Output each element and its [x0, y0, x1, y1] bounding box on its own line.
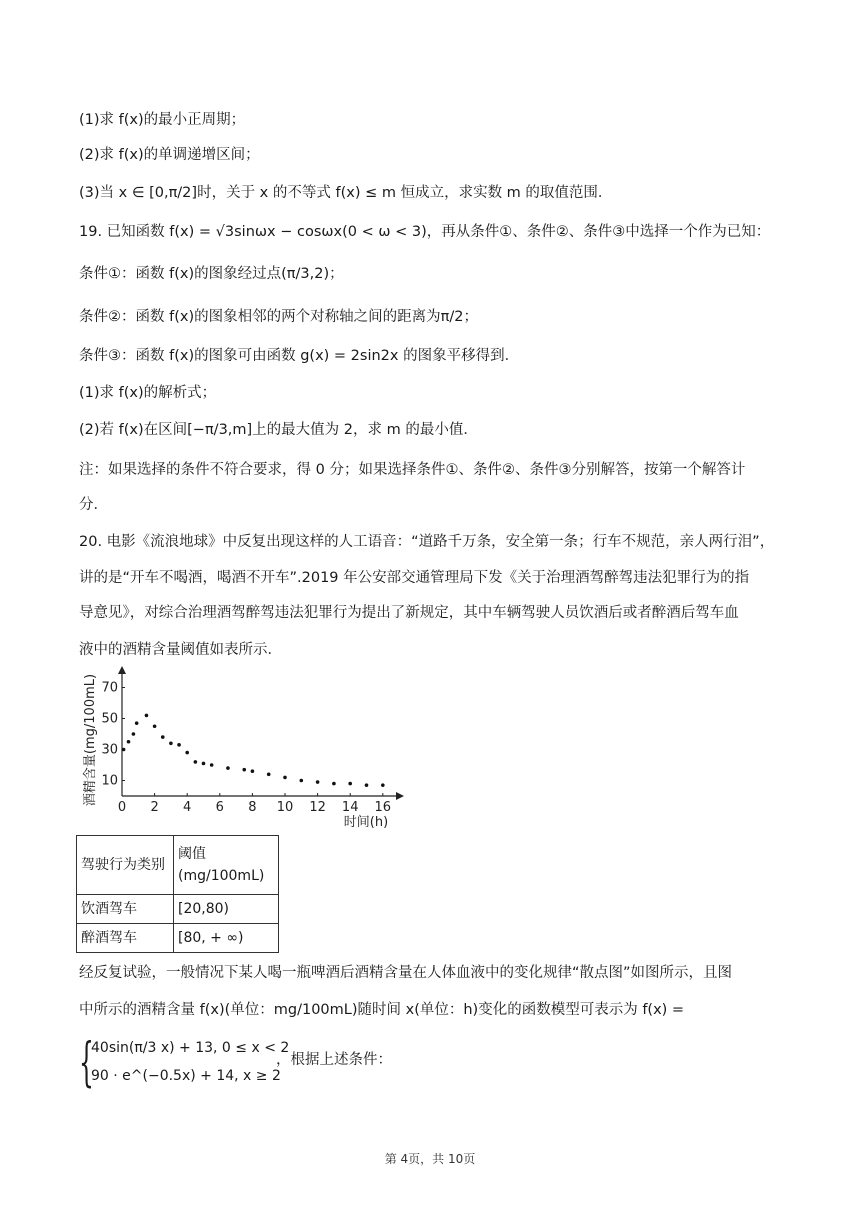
- x-tick-label: 6: [215, 800, 224, 815]
- q19-condition-3: 条件③：函数 f(x)的图象可由函数 g(x) = 2sin2x 的图象平移得到．: [79, 348, 520, 364]
- scatter-point: [185, 751, 189, 755]
- chart-axes: [118, 666, 404, 800]
- scatter-points: [122, 714, 385, 787]
- y-axis-label: 酒精含量(mg/100mL): [83, 673, 98, 807]
- y-tick-label: 10: [101, 773, 118, 789]
- q19-condition-1: 条件①：函数 f(x)的图象经过点(π/3,2)；: [79, 266, 344, 282]
- scatter-point: [132, 732, 136, 736]
- q19-part1: (1)求 f(x)的解析式；: [79, 385, 217, 401]
- x-tick-label: 10: [276, 800, 294, 815]
- scatter-point: [365, 783, 369, 787]
- scatter-point: [135, 721, 139, 725]
- q19-note-end: 分．: [79, 497, 108, 513]
- scatter-point: [210, 763, 214, 767]
- scatter-point: [226, 766, 230, 770]
- scatter-point: [251, 769, 255, 773]
- scatter-point: [267, 773, 271, 777]
- table-cell: 醉酒驾车: [77, 924, 174, 953]
- scatter-point: [194, 760, 198, 764]
- scatter-point: [122, 748, 126, 752]
- q19-note: 注：如果选择的条件不符合要求，得 0 分；如果选择条件①、条件②、条件③分别解答，按第一个解答计: [79, 462, 746, 478]
- q18-part3: (3)当 x ∈ [0,π/2]时，关于 x 的不等式 f(x) ≤ m 恒成立，求实数 m 的取值范围．: [79, 185, 613, 201]
- scatter-point: [169, 742, 173, 746]
- piecewise-case-2: 90 · e^(−0.5x) + 14, x ≥ 2: [91, 1068, 281, 1084]
- brace: {: [79, 1033, 94, 1093]
- scatter-point: [242, 768, 246, 772]
- scatter-point: [145, 714, 149, 718]
- y-axis-arrow: [118, 666, 126, 674]
- scatter-chart: [76, 660, 406, 830]
- x-tick-label: 0: [117, 800, 127, 815]
- table-cell: [20,80): [174, 895, 279, 924]
- piecewise-case-1: 40sin(π/3 x) + 13, 0 ≤ x < 2: [91, 1040, 290, 1056]
- scatter-point: [177, 743, 181, 747]
- scatter-point: [348, 782, 352, 786]
- scatter-point: [161, 735, 165, 739]
- table-cell: 饮酒驾车: [77, 895, 174, 924]
- scatter-point: [127, 740, 131, 744]
- table-cell: [80, + ∞): [174, 924, 279, 953]
- x-tick-label: 2: [150, 800, 159, 815]
- y-tick-label: 30: [101, 742, 118, 758]
- q18-part1: (1)求 f(x)的最小正周期；: [79, 112, 246, 128]
- x-tick-labels: [118, 800, 391, 815]
- scatter-point: [332, 782, 336, 786]
- y-tick-labels: [101, 681, 118, 789]
- x-tick-label: 4: [183, 800, 192, 815]
- scatter-point: [316, 780, 320, 784]
- scatter-point: [381, 783, 385, 787]
- x-tick-label: 8: [248, 800, 257, 815]
- y-tick-label: 70: [101, 680, 118, 696]
- y-tick-label: 50: [101, 711, 118, 727]
- q19-part2: (2)若 f(x)在区间[−π/3,m]上的最大值为 2，求 m 的最小值．: [79, 422, 478, 438]
- table-row: [77, 895, 279, 924]
- q20-stem-4: 液中的酒精含量阈值如表所示．: [79, 642, 282, 658]
- table-header-row: [77, 836, 279, 895]
- q20-description-2: 中所示的酒精含量 f(x)(单位：mg/100mL)随时间 x(单位：h)变化的函数模型可表示为 f(x) =: [79, 1002, 685, 1018]
- scatter-point: [283, 776, 287, 780]
- table-header-cell: 阈值(mg/100mL): [174, 836, 279, 895]
- q20-description-1: 经反复试验，一般情况下某人喝一瓶啤酒后酒精含量在人体血液中的变化规律“散点图”如图所示，且图: [79, 965, 733, 981]
- table-header-cell: 驾驶行为类别: [77, 836, 174, 895]
- q20-description-3: ，根据上述条件：: [276, 1052, 392, 1068]
- x-tick-label: 12: [309, 800, 326, 815]
- piecewise-function: [79, 1033, 290, 1095]
- scatter-point: [300, 779, 304, 783]
- x-tick-label: 16: [374, 800, 392, 815]
- scatter-point: [202, 762, 206, 766]
- q20-stem-1: 20. 电影《流浪地球》中反复出现这样的人工语音：“道路千万条，安全第一条；行车不规范，亲人两行泪”，: [79, 534, 775, 550]
- table-row: [77, 924, 279, 953]
- x-tick-label: 14: [341, 800, 359, 815]
- q19-condition-2: 条件②：函数 f(x)的图象相邻的两个对称轴之间的距离为π/2；: [79, 309, 478, 325]
- x-axis-label: 时间(h): [343, 815, 389, 830]
- page-footer: 第 4页，共 10页: [384, 1152, 476, 1166]
- q18-part2: (2)求 f(x)的单调递增区间；: [79, 147, 260, 163]
- q19-stem: 19. 已知函数 f(x) = √3sinωx − cosωx(0 < ω < 3)，再从条件①、条件②、条件③中选择一个作为已知：: [79, 224, 771, 240]
- scatter-point: [153, 724, 157, 728]
- q20-stem-3: 导意见》，对综合治理酒驾醉驾违法犯罪行为提出了新规定，其中车辆驾驶人员饮酒后或者醉酒后驾车血: [79, 605, 739, 621]
- q20-stem-2: 讲的是“开车不喝酒，喝酒不开车”.2019 年公安部交通管理局下发《关于治理酒驾醉驾违法犯罪行为的指: [79, 570, 750, 586]
- threshold-table: [76, 835, 279, 953]
- x-axis-arrow: [396, 792, 404, 800]
